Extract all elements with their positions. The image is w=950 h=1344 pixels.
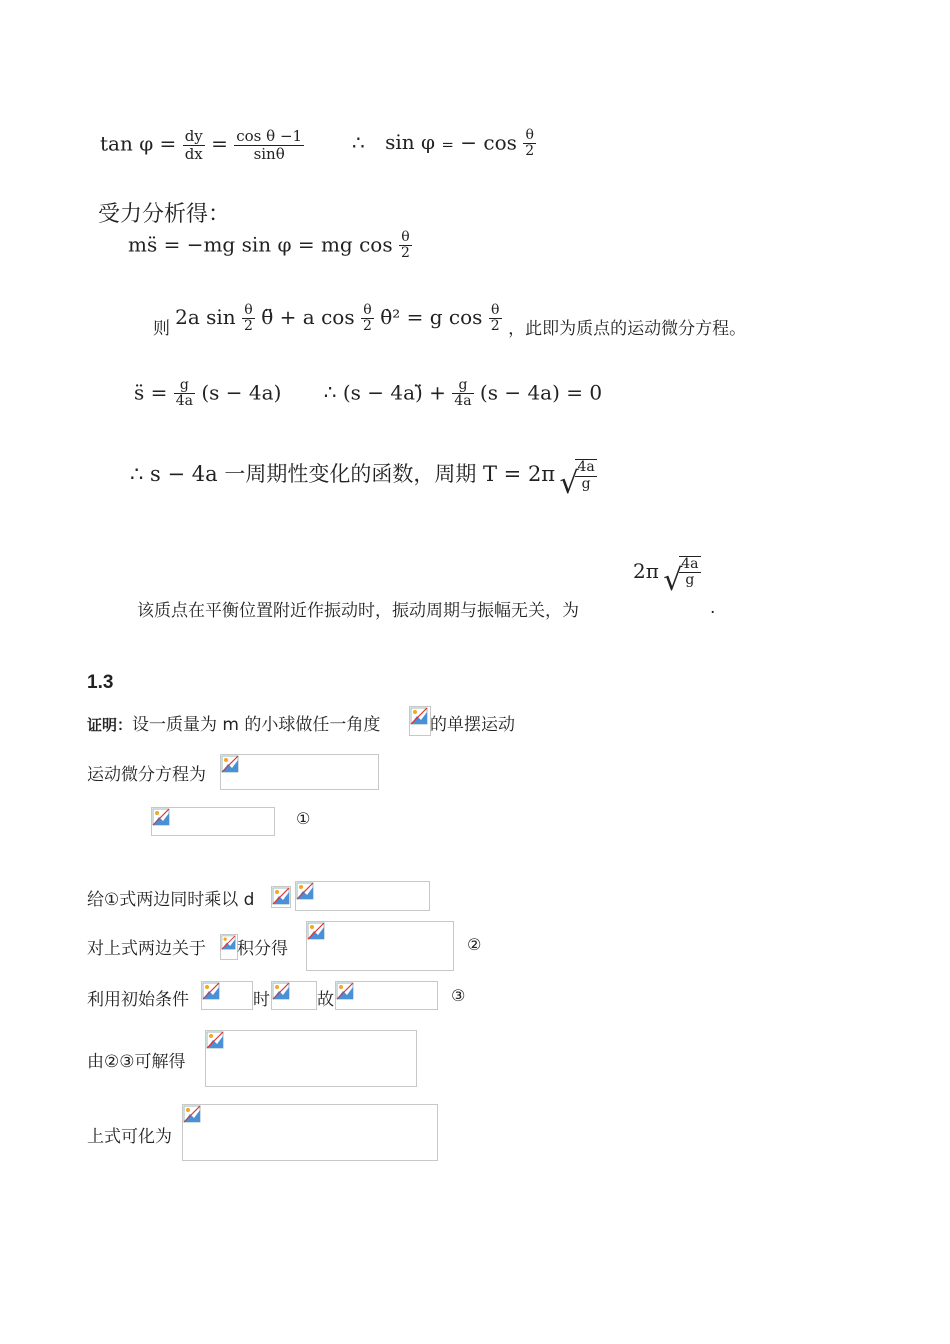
frac-num: dy xyxy=(184,127,203,145)
fraction-dy-dx xyxy=(183,128,205,162)
frac-num: θ xyxy=(361,303,374,319)
fraction-cos-sin xyxy=(234,128,304,162)
eq-part: (s − 4a) = 0 xyxy=(479,380,603,405)
neg-cos: − cos xyxy=(460,130,517,155)
frac-den: 4a xyxy=(454,393,472,410)
broken-image-equation-1 xyxy=(151,807,275,836)
frac-num: g xyxy=(174,378,195,394)
frac-num: θ xyxy=(523,128,536,144)
broken-image-icon xyxy=(272,982,290,1000)
broken-image-icon xyxy=(152,808,170,826)
broken-image-icon xyxy=(410,707,428,725)
equation-force xyxy=(128,230,412,262)
frac-den: g xyxy=(685,572,695,589)
eq-part: θ̇² = g cos xyxy=(380,305,483,330)
line-multiply: 给①式两边同时乘以 d xyxy=(87,890,255,910)
equation-marker-3: ③ xyxy=(451,986,466,1005)
frac-num: θ xyxy=(399,230,412,246)
eq-part: (s − 4a) xyxy=(201,380,282,405)
frac-num: √ 4a xyxy=(577,459,595,476)
motion-suffix: ，此即为质点的运动微分方程。 xyxy=(508,319,747,340)
eq-part: (s − 4a)̈ + xyxy=(342,380,446,405)
fraction-theta-2 xyxy=(242,303,255,335)
sqrt-4a-over-g xyxy=(665,556,700,589)
broken-image-icon xyxy=(296,882,314,900)
broken-image-icon xyxy=(183,1105,201,1123)
broken-image-icon xyxy=(221,755,239,773)
fraction-theta-2 xyxy=(361,303,374,335)
fraction-g-4a xyxy=(452,378,473,410)
fraction-theta-2 xyxy=(489,303,502,335)
frac-den: 2 xyxy=(362,318,372,335)
line-integrate-b: 积分得 xyxy=(237,939,288,959)
frac-num: θ xyxy=(489,303,502,319)
proof-line xyxy=(87,710,380,735)
broken-image-icon xyxy=(272,887,290,905)
eq-part: θ̈ + a cos xyxy=(261,305,355,330)
fraction-4a-g xyxy=(679,556,700,589)
frac-den: 2 xyxy=(525,143,535,160)
line-solve: 由②③可解得 xyxy=(87,1052,186,1072)
broken-image-initial-cond xyxy=(201,981,253,1010)
broken-image-variable xyxy=(220,934,238,960)
conclusion-text: 该质点在平衡位置附近作振动时，振动周期与振幅无关，为 xyxy=(137,601,579,621)
period-text: ∴ s − 4a 一周期性变化的函数，周期 T = 2π xyxy=(130,462,556,486)
broken-image-simplified xyxy=(182,1104,438,1161)
eq-part: 2a sin xyxy=(175,305,236,330)
equals: = xyxy=(211,131,228,156)
fraction-g-4a xyxy=(174,378,195,410)
equation-marker-1: ① xyxy=(296,809,311,828)
force-expr: ms̈ = −mg sin φ = mg cos xyxy=(128,232,393,257)
therefore-symbol: ∴ xyxy=(352,130,365,155)
proof-text-end: 的单摆运动 xyxy=(430,715,515,735)
frac-den: sinθ xyxy=(253,144,285,163)
frac-num: g xyxy=(452,378,473,394)
conclusion-period-expr xyxy=(633,556,701,589)
broken-image-d xyxy=(271,886,291,908)
eq-lhs: tan φ = xyxy=(100,131,177,156)
equation-sin-phi xyxy=(352,128,536,160)
line-initial-cond: 利用初始条件 xyxy=(87,990,189,1010)
frac-den: dx xyxy=(184,144,203,163)
broken-image-solution xyxy=(205,1030,417,1087)
broken-image-icon xyxy=(336,982,354,1000)
line-simplify: 上式可化为 xyxy=(87,1127,172,1147)
line-integrate-a: 对上式两边关于 xyxy=(87,939,206,959)
fraction-4a-g xyxy=(575,459,596,492)
frac-num: √ 4a xyxy=(681,556,699,572)
broken-image-icon xyxy=(307,922,325,940)
sin-phi: sin φ xyxy=(385,130,435,155)
broken-image-icon xyxy=(206,1031,224,1049)
two-pi: 2π xyxy=(633,558,659,583)
prefix-ze: 则 xyxy=(153,319,170,340)
conclusion-period-dot: . xyxy=(710,598,716,618)
therefore-symbol: ∴ xyxy=(323,380,337,405)
fraction-theta-2 xyxy=(399,230,412,262)
line-initial-shi: 时 xyxy=(253,990,270,1010)
line-initial-gu: 故 xyxy=(317,990,334,1010)
equation-motion xyxy=(153,302,747,340)
broken-image-equation-3 xyxy=(335,981,438,1010)
eq-part: s̈ = xyxy=(134,380,168,405)
fraction-theta-2 xyxy=(523,128,536,160)
sqrt-4a-over-g xyxy=(561,459,596,492)
equation-period xyxy=(130,458,597,492)
broken-image-icon xyxy=(202,982,220,1000)
frac-den: g xyxy=(581,475,591,492)
frac-den: 2 xyxy=(400,245,410,262)
broken-image-angle xyxy=(409,706,431,736)
frac-den: 2 xyxy=(490,318,500,335)
equation-tan-phi xyxy=(100,128,304,162)
frac-num: cos θ −1 xyxy=(236,127,303,145)
equals: = xyxy=(441,135,454,154)
line-diff-eq: 运动微分方程为 xyxy=(87,765,206,785)
frac-num: θ xyxy=(242,303,255,319)
proof-label: 证明： xyxy=(87,716,133,734)
frac-den: 4a xyxy=(175,393,194,410)
broken-image-time xyxy=(271,981,317,1010)
force-analysis-heading: 受力分析得： xyxy=(98,202,231,227)
broken-image-equation-2 xyxy=(306,921,454,971)
equation-s-ddot xyxy=(134,378,602,410)
broken-image-equation xyxy=(220,754,379,790)
section-number: 1.3 xyxy=(87,672,114,693)
proof-text: 设一质量为 m 的小球做任一角度 xyxy=(132,715,381,735)
broken-image-icon xyxy=(221,935,236,950)
broken-image-multiply-result xyxy=(295,881,430,911)
equation-marker-2: ② xyxy=(467,935,482,954)
frac-den: 2 xyxy=(244,318,253,335)
